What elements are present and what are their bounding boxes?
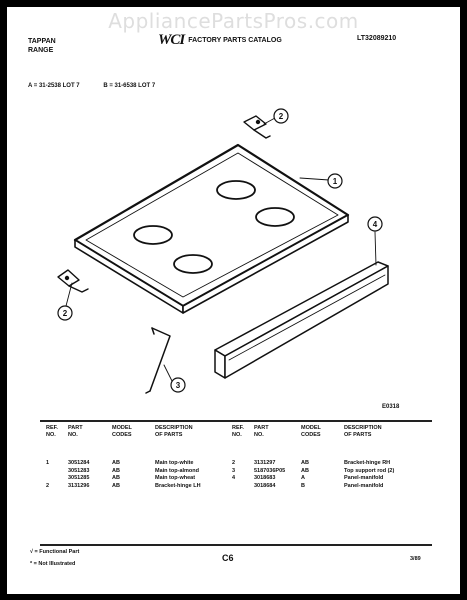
table-bottom-rule — [40, 544, 432, 546]
callout-label: 3 — [175, 381, 181, 390]
table-row: 1 3051284 AB Main top-white — [46, 460, 194, 466]
watermark: AppliancePartsPros.com — [108, 9, 359, 33]
callout-label: 1 — [332, 177, 338, 186]
catalog-number: LT32089210 — [357, 35, 397, 42]
hinge-bracket-rh — [244, 116, 270, 138]
col-model: MODEL CODES — [301, 425, 321, 438]
hinge-bracket-lh — [58, 270, 88, 292]
table-row: 2 3131297 AB Bracket-hinge RH — [232, 460, 391, 466]
product-type: RANGE — [28, 47, 54, 54]
lot-a: A = 31-2538 LOT 7 — [28, 83, 80, 89]
table-row: 3018684 B Panel-manifold — [254, 482, 384, 489]
wci-logo: WCI — [158, 32, 185, 48]
top-support-rod — [146, 328, 170, 393]
callout-label: 4 — [372, 220, 378, 229]
col-part: PART NO. — [68, 425, 83, 438]
parts-table-right — [232, 425, 416, 490]
col-ref: REF. NO. — [232, 425, 244, 438]
functional-part-note: √ = Functional Part — [30, 549, 80, 555]
table-row: 4 3018683 A Panel-manifold — [232, 475, 384, 482]
revision-date: 3/89 — [410, 556, 421, 562]
table-row: 3 5187036P05 AB Top support rod (2) — [232, 467, 395, 474]
lot-b: B = 31-6538 LOT 7 — [103, 83, 156, 89]
callout-label: 2 — [278, 112, 284, 121]
parts-table-left — [46, 425, 227, 490]
callout-label: 2 — [62, 309, 68, 318]
col-desc: DESCRIPTION OF PARTS — [155, 425, 193, 438]
col-part: PART NO. — [254, 425, 269, 438]
table-top-rule — [40, 420, 432, 422]
catalog-title: FACTORY PARTS CATALOG — [188, 37, 282, 44]
main-top — [75, 145, 348, 313]
table-row: 3051285 AB Main top-wheat — [68, 475, 196, 482]
page-number: C6 — [222, 553, 234, 563]
col-model: MODEL CODES — [112, 425, 132, 438]
col-ref: REF. NO. — [46, 425, 58, 438]
table-row: 2 3131296 AB Bracket-hinge LH — [46, 482, 201, 489]
figure-reference: E0318 — [382, 404, 400, 410]
table-header — [232, 425, 416, 439]
not-illustrated-note: * = Not Illustrated — [30, 561, 76, 567]
brand-name: TAPPAN — [28, 38, 56, 45]
table-header — [46, 425, 227, 439]
col-desc: DESCRIPTION OF PARTS — [344, 425, 382, 438]
table-row: 3051283 AB Main top-almond — [68, 467, 199, 474]
